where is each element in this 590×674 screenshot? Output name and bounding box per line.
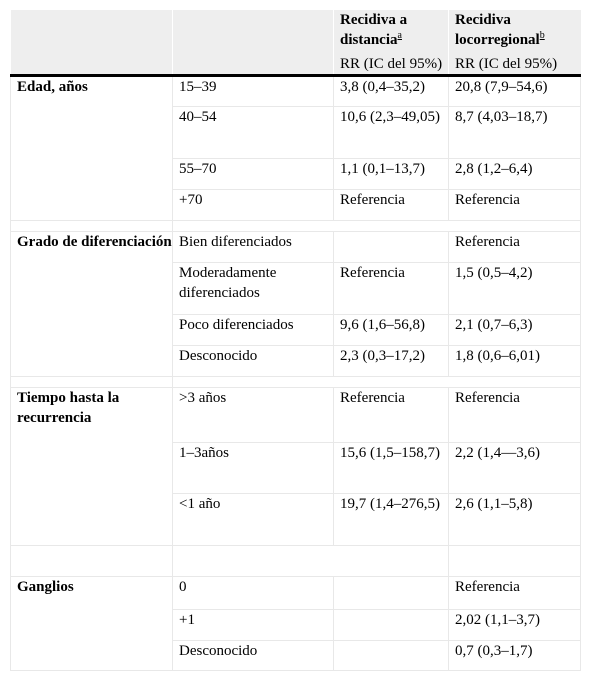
group-spacer-row xyxy=(11,221,581,232)
distance-rr-cell: 1,1 (0,1–13,7) xyxy=(334,159,449,190)
header-local xyxy=(449,10,581,76)
category-cell: <1 año xyxy=(173,494,334,546)
category-cell: Moderadamente diferenciados xyxy=(173,263,334,315)
distance-rr-cell: Referencia xyxy=(334,263,449,315)
header-distance-sub: RR (IC del 95%) xyxy=(340,56,443,72)
group-spacer-row xyxy=(11,546,581,577)
group-empty-cell xyxy=(11,443,173,494)
spacer-cell xyxy=(11,221,173,232)
distance-rr-cell: 10,6 (2,3–49,05) xyxy=(334,107,449,159)
local-rr-cell: 1,5 (0,5–4,2) xyxy=(449,263,581,315)
local-rr-cell: 2,1 (0,7–6,3) xyxy=(449,315,581,346)
table-row xyxy=(11,263,581,315)
local-rr-cell: 2,6 (1,1–5,8) xyxy=(449,494,581,546)
distance-rr-cell xyxy=(334,610,449,641)
distance-rr-cell: 3,8 (0,4–35,2) xyxy=(334,76,449,107)
table-row xyxy=(11,232,581,263)
local-rr-cell: Referencia xyxy=(449,232,581,263)
table-row xyxy=(11,159,581,190)
results-table xyxy=(10,10,581,671)
header-empty-cell xyxy=(11,10,173,76)
category-cell: Desconocido xyxy=(173,346,334,377)
category-cell: Poco diferenciados xyxy=(173,315,334,346)
header-distance-line2: distancia$^a$ xyxy=(340,30,402,48)
category-cell: Bien diferenciados xyxy=(173,232,334,263)
header-local-sub: RR (IC del 95%) xyxy=(455,56,558,72)
group-empty-cell xyxy=(11,159,173,190)
table-row xyxy=(11,76,581,107)
footnote-b-link[interactable]: b xyxy=(539,30,545,41)
header-distance-line1: Recidiva a xyxy=(340,12,408,28)
group-empty-cell xyxy=(11,641,173,671)
group-spacer-row xyxy=(11,377,581,388)
header-distance xyxy=(334,10,449,76)
table-row xyxy=(11,494,581,546)
spacer-cell xyxy=(173,377,581,388)
local-rr-cell: 1,8 (0,6–6,01) xyxy=(449,346,581,377)
local-rr-cell: 2,2 (1,4—3,6) xyxy=(449,443,581,494)
category-cell: 1–3años xyxy=(173,443,334,494)
distance-rr-cell: 15,6 (1,5–158,7) xyxy=(334,443,449,494)
distance-rr-cell xyxy=(334,232,449,263)
local-rr-cell: 2,8 (1,2–6,4) xyxy=(449,159,581,190)
distance-rr-cell: 2,3 (0,3–17,2) xyxy=(334,346,449,377)
group-empty-cell xyxy=(11,107,173,159)
group-label: Grado de diferenciación xyxy=(11,232,173,263)
distance-rr-cell: Referencia xyxy=(334,388,449,443)
footnote-a-link[interactable]: a xyxy=(397,30,402,41)
table-row xyxy=(11,346,581,377)
category-cell: 40–54 xyxy=(173,107,334,159)
spacer-cell xyxy=(11,377,173,388)
header-empty-cell xyxy=(173,10,334,76)
table-header xyxy=(11,10,581,76)
local-rr-cell: Referencia xyxy=(449,190,581,221)
group-empty-cell xyxy=(11,263,173,315)
group-empty-cell xyxy=(11,190,173,221)
group-label: Tiempo hasta la recurrencia xyxy=(11,388,173,443)
table-row xyxy=(11,315,581,346)
table-row xyxy=(11,443,581,494)
category-cell: 55–70 xyxy=(173,159,334,190)
category-cell: 15–39 xyxy=(173,76,334,107)
group-empty-cell xyxy=(11,610,173,641)
spacer-cell xyxy=(449,546,581,577)
group-empty-cell xyxy=(11,346,173,377)
distance-rr-cell: 19,7 (1,4–276,5) xyxy=(334,494,449,546)
header-local-line1: Recidiva xyxy=(455,12,511,28)
spacer-cell xyxy=(173,221,581,232)
category-cell: >3 años xyxy=(173,388,334,443)
local-rr-cell: 8,7 (4,03–18,7) xyxy=(449,107,581,159)
group-label: Ganglios xyxy=(11,577,173,610)
category-cell: 0 xyxy=(173,577,334,610)
local-rr-cell: Referencia xyxy=(449,577,581,610)
category-cell: +70 xyxy=(173,190,334,221)
group-empty-cell xyxy=(11,494,173,546)
table-row xyxy=(11,641,581,671)
category-cell: Desconocido xyxy=(173,641,334,671)
table-row xyxy=(11,610,581,641)
group-label: Edad, años xyxy=(11,76,173,107)
local-rr-cell: 20,8 (7,9–54,6) xyxy=(449,76,581,107)
distance-rr-cell xyxy=(334,577,449,610)
header-local-line2: locorregional$^b$ xyxy=(455,30,545,48)
local-rr-cell: Referencia xyxy=(449,388,581,443)
table-body xyxy=(11,76,581,671)
table-row xyxy=(11,577,581,610)
table-row xyxy=(11,388,581,443)
group-empty-cell xyxy=(11,315,173,346)
distance-rr-cell xyxy=(334,641,449,671)
table-row xyxy=(11,107,581,159)
category-cell: +1 xyxy=(173,610,334,641)
spacer-cell xyxy=(173,546,449,577)
local-rr-cell: 0,7 (0,3–1,7) xyxy=(449,641,581,671)
distance-rr-cell: Referencia xyxy=(334,190,449,221)
distance-rr-cell: 9,6 (1,6–56,8) xyxy=(334,315,449,346)
spacer-cell xyxy=(11,546,173,577)
table-row xyxy=(11,190,581,221)
local-rr-cell: 2,02 (1,1–3,7) xyxy=(449,610,581,641)
